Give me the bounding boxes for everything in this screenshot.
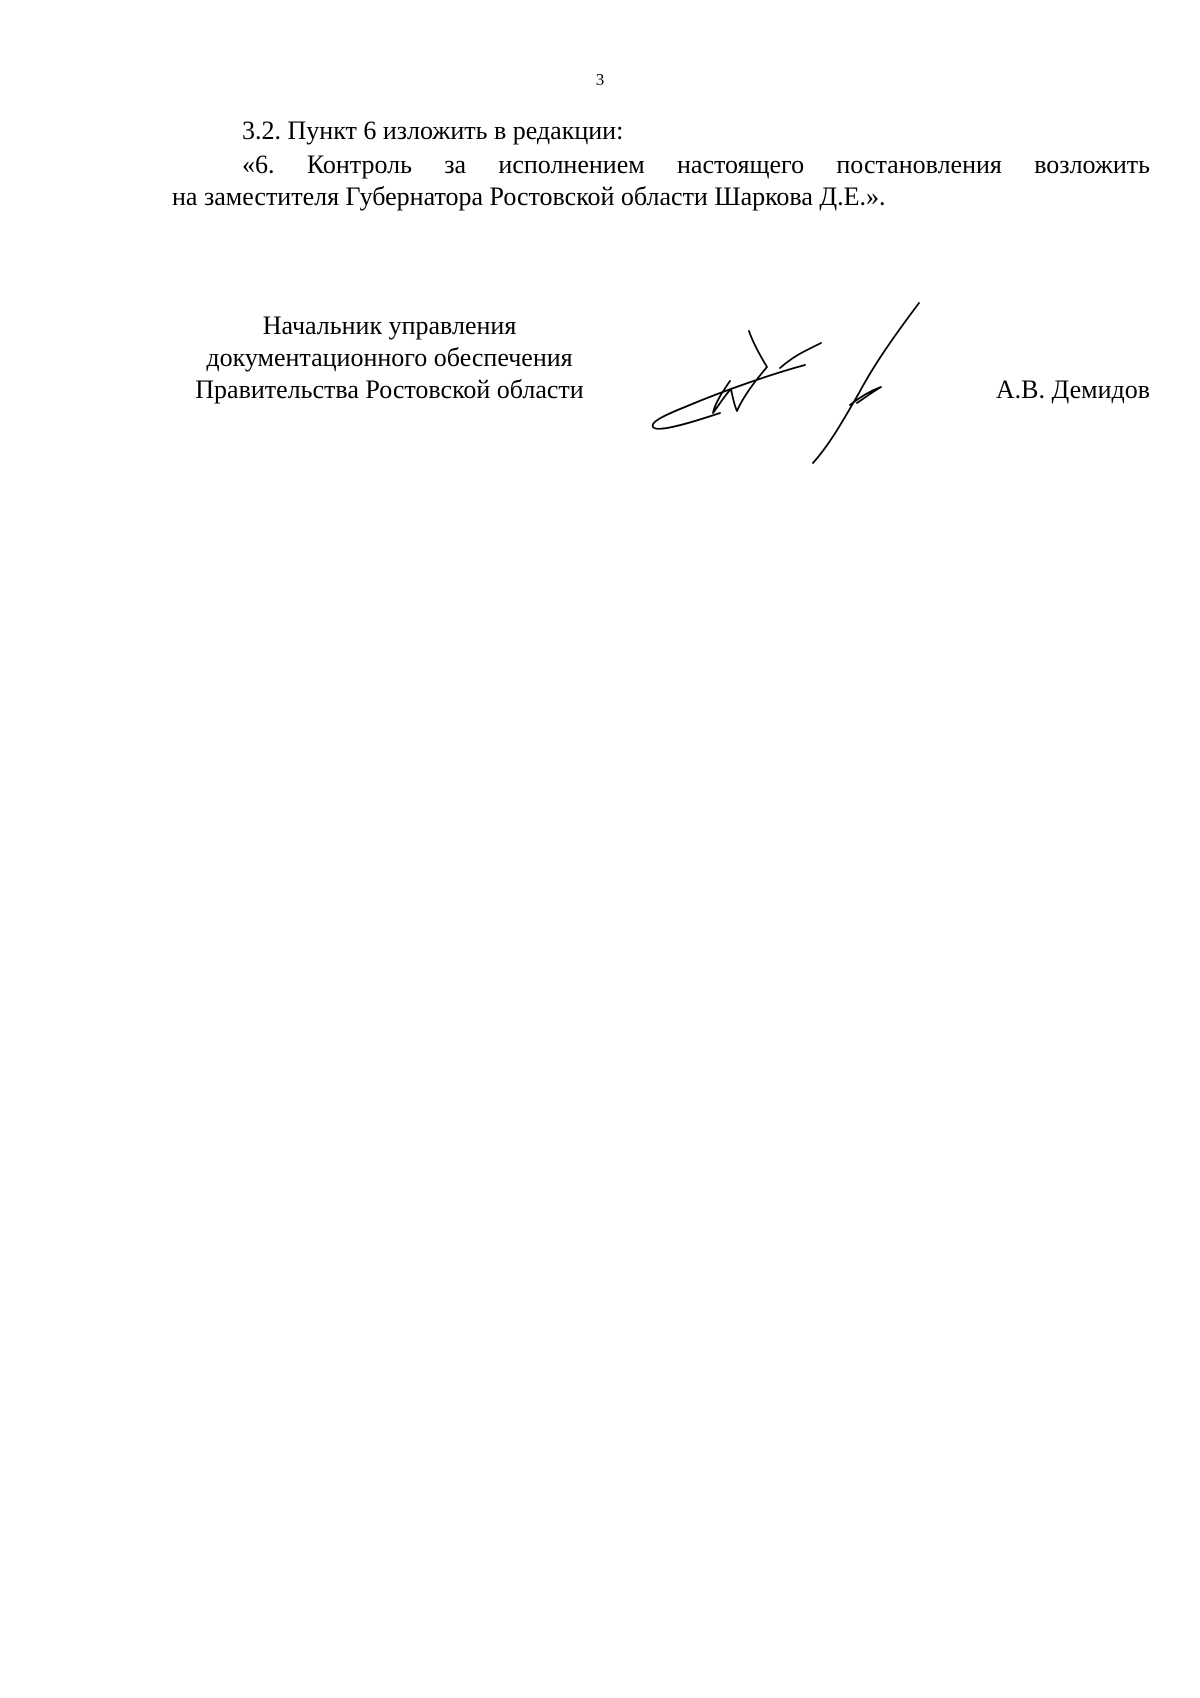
- paragraph-6-line-2: на заместителя Губернатора Ростовской области Шаркова Д.Е.».: [172, 182, 886, 211]
- paragraph-3-2-text: 3.2. Пункт 6 изложить в редакции:: [242, 116, 624, 145]
- signer-position: [172, 310, 607, 406]
- signer-position-line-2: документационного обеспечения: [206, 343, 573, 372]
- paragraph-3-2: [172, 115, 1150, 147]
- signer-position-line-3: Правительства Ростовской области: [195, 375, 584, 404]
- handwritten-signature-icon: [645, 295, 935, 470]
- paragraph-6-line-1: «6. Контроль за исполнением настоящего постановления возложить: [242, 150, 1150, 179]
- paragraph-6-quote: [172, 149, 1150, 213]
- signer-name: А.В. Демидов: [995, 375, 1150, 404]
- signer-position-line-1: Начальник управления: [262, 311, 517, 340]
- page-number: 3: [595, 70, 605, 89]
